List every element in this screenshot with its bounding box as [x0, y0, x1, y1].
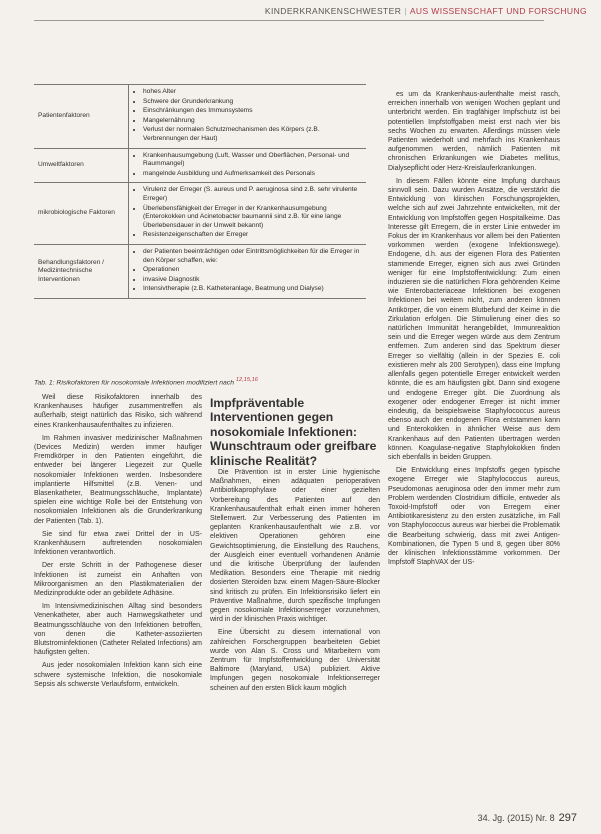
table-caption [34, 377, 374, 386]
table-row [34, 85, 366, 149]
right-column [388, 90, 560, 571]
factor-item: • Überlebensfähigkeit der Erreger in der Krankenhausumgebung (Enterokokken und Acinetobacter baumannii sind z.B. für eine lange Überlebensdauer in der Umwelt bekannt) [143, 205, 362, 231]
caption-reference: 12,15,16 [235, 377, 258, 383]
table-items-cell [129, 244, 367, 298]
factor-item: • der Patienten beeinträchtigen oder Eintrittsmöglichkeiten für die Erreger in den Körper schaffen, wie: [143, 248, 362, 265]
paragraph: es um da Krankenhaus-aufenthalte meist rasch, erreichen innerhalb von wenigen Wochen geplant und unterbricht werden. Ein tragfähiger Impfschutz ist bei potentiellen Impfstoffgaben meist erst nach vier bis sechs Wochen zu erwarten. Allerdings müssen viele Patienten wiederholt und mehrfach ins Krankenhaus aufgenommen werden, nämlich Patienten mit chronischen Erkrankungen wie Diabetes mellitus, Dialysepflicht oder Herz-Kreislauferkrankungen. [388, 91, 560, 172]
factor-item: • Verlust der normalen Schutzmechanismen des Körpers (z.B. Verbrennungen der Haut) [143, 126, 362, 143]
paragraph: Aus jeder nosokomialen Infektion kann sich eine schwere systemische Infektion, die nosokomiale Sepsis als schwerste Verlaufsform, entwickeln. [34, 662, 202, 688]
paragraph: Im Intensivmedizinischen Alltag sind besonders Venenkatheter, aber auch Harnwegskatheter und Beatmungsschläuche von den Infektionen betroffen, von denen die Katheter-assoziierten Blutstrominfektionen (Catheter Related Infections) am häufigsten gelten. [34, 603, 202, 657]
paragraph: Weil diese Risikofaktoren innerhalb des Krankenhauses häufiger zusammentreffen als außerhalb, steigt natürlich das Risiko, sich während eines Krankenhausaufenthaltes zu infizieren. [34, 394, 202, 429]
header-rule [34, 20, 544, 21]
factor-item: • Operationen [143, 266, 362, 275]
factor-item: • Schwere der Grunderkrankung [143, 98, 362, 107]
issue-info: 34. Jg. (2015) Nr. 8 [477, 813, 555, 823]
journal-name: KINDERKRANKENSCHWESTER [264, 6, 402, 16]
table-items-cell [129, 148, 367, 183]
factor-list [133, 248, 362, 294]
factor-item: • Mangelernährung [143, 117, 362, 126]
section-name: AUS WISSENSCHAFT UND FORSCHUNG [409, 6, 587, 16]
factor-item: • Krankenhausumgebung (Luft, Wasser und Oberflächen, Personal- und Raummangel) [143, 152, 362, 169]
table-category-cell: Patientenfaktoren [34, 85, 129, 149]
section-heading: Impfpräventable Interventionen gegen nosokomiale Infektionen: Wunschtraum oder greifbare klinische Realität? [210, 396, 377, 468]
factor-item: • Intensivtherapie (z.B. Katheteranlage, Beatmung und Dialyse) [143, 285, 362, 294]
paragraph: In diesem Fällen könnte eine Impfung durchaus sinnvoll sein. Dazu wurden Ansätze, die verstärkt die Entwicklung von klinischen Forschungsprojekten, welche sich auf zwei Jahrzehnte entwickelten, mit der Entwicklung von Impfstoffen gegen Hospitalkeime. Das Interesse gilt Erregern, die in erster Linie entweder im Fokus der im Krankenhaus vor allem bei den Patienten vorkommen werden (exogene Infektionswege). Endogene, d.h. aus der eigenen Flora des Patienten stammende Erreger, eignen sich aus zwei Gründen weniger für eine Impfstoffentwicklung: Zum einen induzieren sie die natürlichen Flora gehörenden Keime wie Enterobacteriaceae Infektionen bei exogenen Infektionen bei weitem nicht, zum anderen können Antikörper, die von einem Blutbefund der Keime in die Zirkulation erfolgen. Die Stimulierung einer dies so natürlichen Immunität herangebildet, Immunreaktion sein und die Erreger wegen würde aus dem Zentrum entfernen. Zum anderen sind das Spektrum dieser Erreger so vielfältig (allein in der Spezies E. coli existieren mehr als 200 Serotypen), dass eine Impfung allenfalls gegen potentielle Erreger entwickelt werden könnte, die es am häufigsten gibt. Dann sind exogene und endogene Erreger gibt. Die Zuordnung als exogener oder endogener Erreger ist nicht immer eindeutig, da beispielsweise Staphylococcus aureus ebenso auch der endogenen Flora entstammen kann und Enterokokken in ähnlicher Weise aus dem Krankenhaus auf den Patienten übertragen werden können. Koagulase-negative Staphylokokken finden sich ebenfalls in beiden Gruppen. [388, 177, 560, 461]
paragraph: Sie sind für etwa zwei Drittel der in US-Krankenhäusern auftretenden nosokomialen Infektionen verantwortlich. [34, 530, 202, 557]
factor-item: • Einschränkungen des Immunsystems [143, 107, 362, 116]
risk-factor-table [34, 84, 366, 299]
paragraph: Die Prävention ist in erster Linie hygienische Maßnahmen, einen adäquaten perioperativen Antibiotikaprophylaxe oder einer gezielten Vorbereitung des Patienten auf den Krankenhausaufenthalt erhalt einen immer höheren Stellenwert. Zur Verbesserung des Patienten im geplanten Krankenhausaufenthalt wie z.B. vor elektiven Operationen gehören eine Gewichtsoptimierung, die Einstellung des Rauchens, der Ausgleich einer eventuell vorhandenen Anämie und die kritische Überprüfung der laufenden Medikation. Besonders eine Therapie mit niedrig dosierten Steroiden bzw. einem Magen-Säure-Blocker sind kritisch zu prüfen. Ein Infektionsrisiko liefert ein Präventive Maßnahme, durch spezifische Impfungen gegen nosokomiale Infektionserreger vorzunehmen, wird in der klinischen Praxis wichtiger. [210, 469, 380, 624]
middle-column [210, 468, 380, 697]
table-category-cell: Behandlungsfaktoren / Medizintechnische Interventionen [34, 244, 129, 298]
running-header [265, 6, 587, 16]
factor-item: • mangelnde Ausbildung und Aufmerksamkeit des Personals [143, 170, 362, 179]
table-items-cell [129, 183, 367, 245]
factor-item: • invasive Diagnostik [143, 276, 362, 285]
table-row [34, 244, 366, 298]
table-items-cell [129, 85, 367, 149]
paragraph: Der erste Schritt in der Pathogenese dieser Infektionen ist zumeist ein Anhaften von Mikroorganismen an den Plastikmaterialien der Medizinprodukte oder an gebildete Adhäsine. [34, 562, 202, 598]
table-category-cell: Umweltfaktoren [34, 148, 129, 183]
table-row [34, 148, 366, 183]
header-separator: | [404, 6, 407, 16]
paragraph: Die Entwicklung eines Impfstoffs gegen typische exogene Erreger wie Staphylococcus aureus, Pseudomonas aeruginosa oder den immer mehr zum Problem werdenden Clostridium difficile, entweder als Toxoid-Impfstoff oder von Erregern einer Antibiotikaresistenz zu den ersten zusätzliche, im Fall von Staphylococcus aureus war hierbei die Problematik die Bearbeitung schwierig, dass mit zwei Antigen-Kombinationen, die Typen 5 und 8, gegen über 80% der klinischen Infektionsstämme vorkommen. Der Impfstoff StaphVAX der US- [388, 467, 560, 567]
paragraph: Eine Übersicht zu diesem international von zahlreichen Forschergruppen bearbeiteten Gebiet wurde von Alan S. Cross und Mitarbeitern vom Zentrum für Impfstoffentwicklung der Universität Baltimore (Maryland, USA) publiziert. Aktive Impfungen gegen nosokomiale Infektionserreger scheinen auf den ersten Blick kaum möglich [210, 629, 380, 692]
factor-item: • Resistenzeigenschaften der Erreger [143, 231, 362, 240]
factor-list [133, 186, 362, 240]
page-number: 297 [558, 812, 577, 824]
paragraph: Im Rahmen invasiver medizinischer Maßnahmen (Devices Medizin) werden immer häufiger Fremdkörper in den Patienten eingeführt, die entweder bei längerer Liegezeit zur Quelle nosokomialer Infektionen werden. Insbesondere implantierte Hilfsmittel (z.B. Venen- und Blasenkatheter, Beatmungsschläuche, Implantate) spielen eine wichtige Rolle bei der Entstehung von nosokomialen Infektionen als die Grunderkrankung der Patienten (Tab. 1). [34, 434, 202, 525]
table-category-cell: mikrobiologische Faktoren [34, 183, 129, 245]
factor-list [133, 88, 362, 144]
factor-item: • hohes Alter [143, 88, 362, 97]
page-footer [478, 812, 577, 824]
caption-text: Tab. 1: Risikofaktoren für nosokomiale Infektionen modifiziert nach [34, 379, 234, 387]
left-column [34, 393, 202, 693]
table-row [34, 183, 366, 245]
factor-item: • Virulenz der Erreger (S. aureus und P. aeruginosa sind z.B. sehr virulente Erreger) [143, 186, 362, 203]
factor-list [133, 152, 362, 179]
